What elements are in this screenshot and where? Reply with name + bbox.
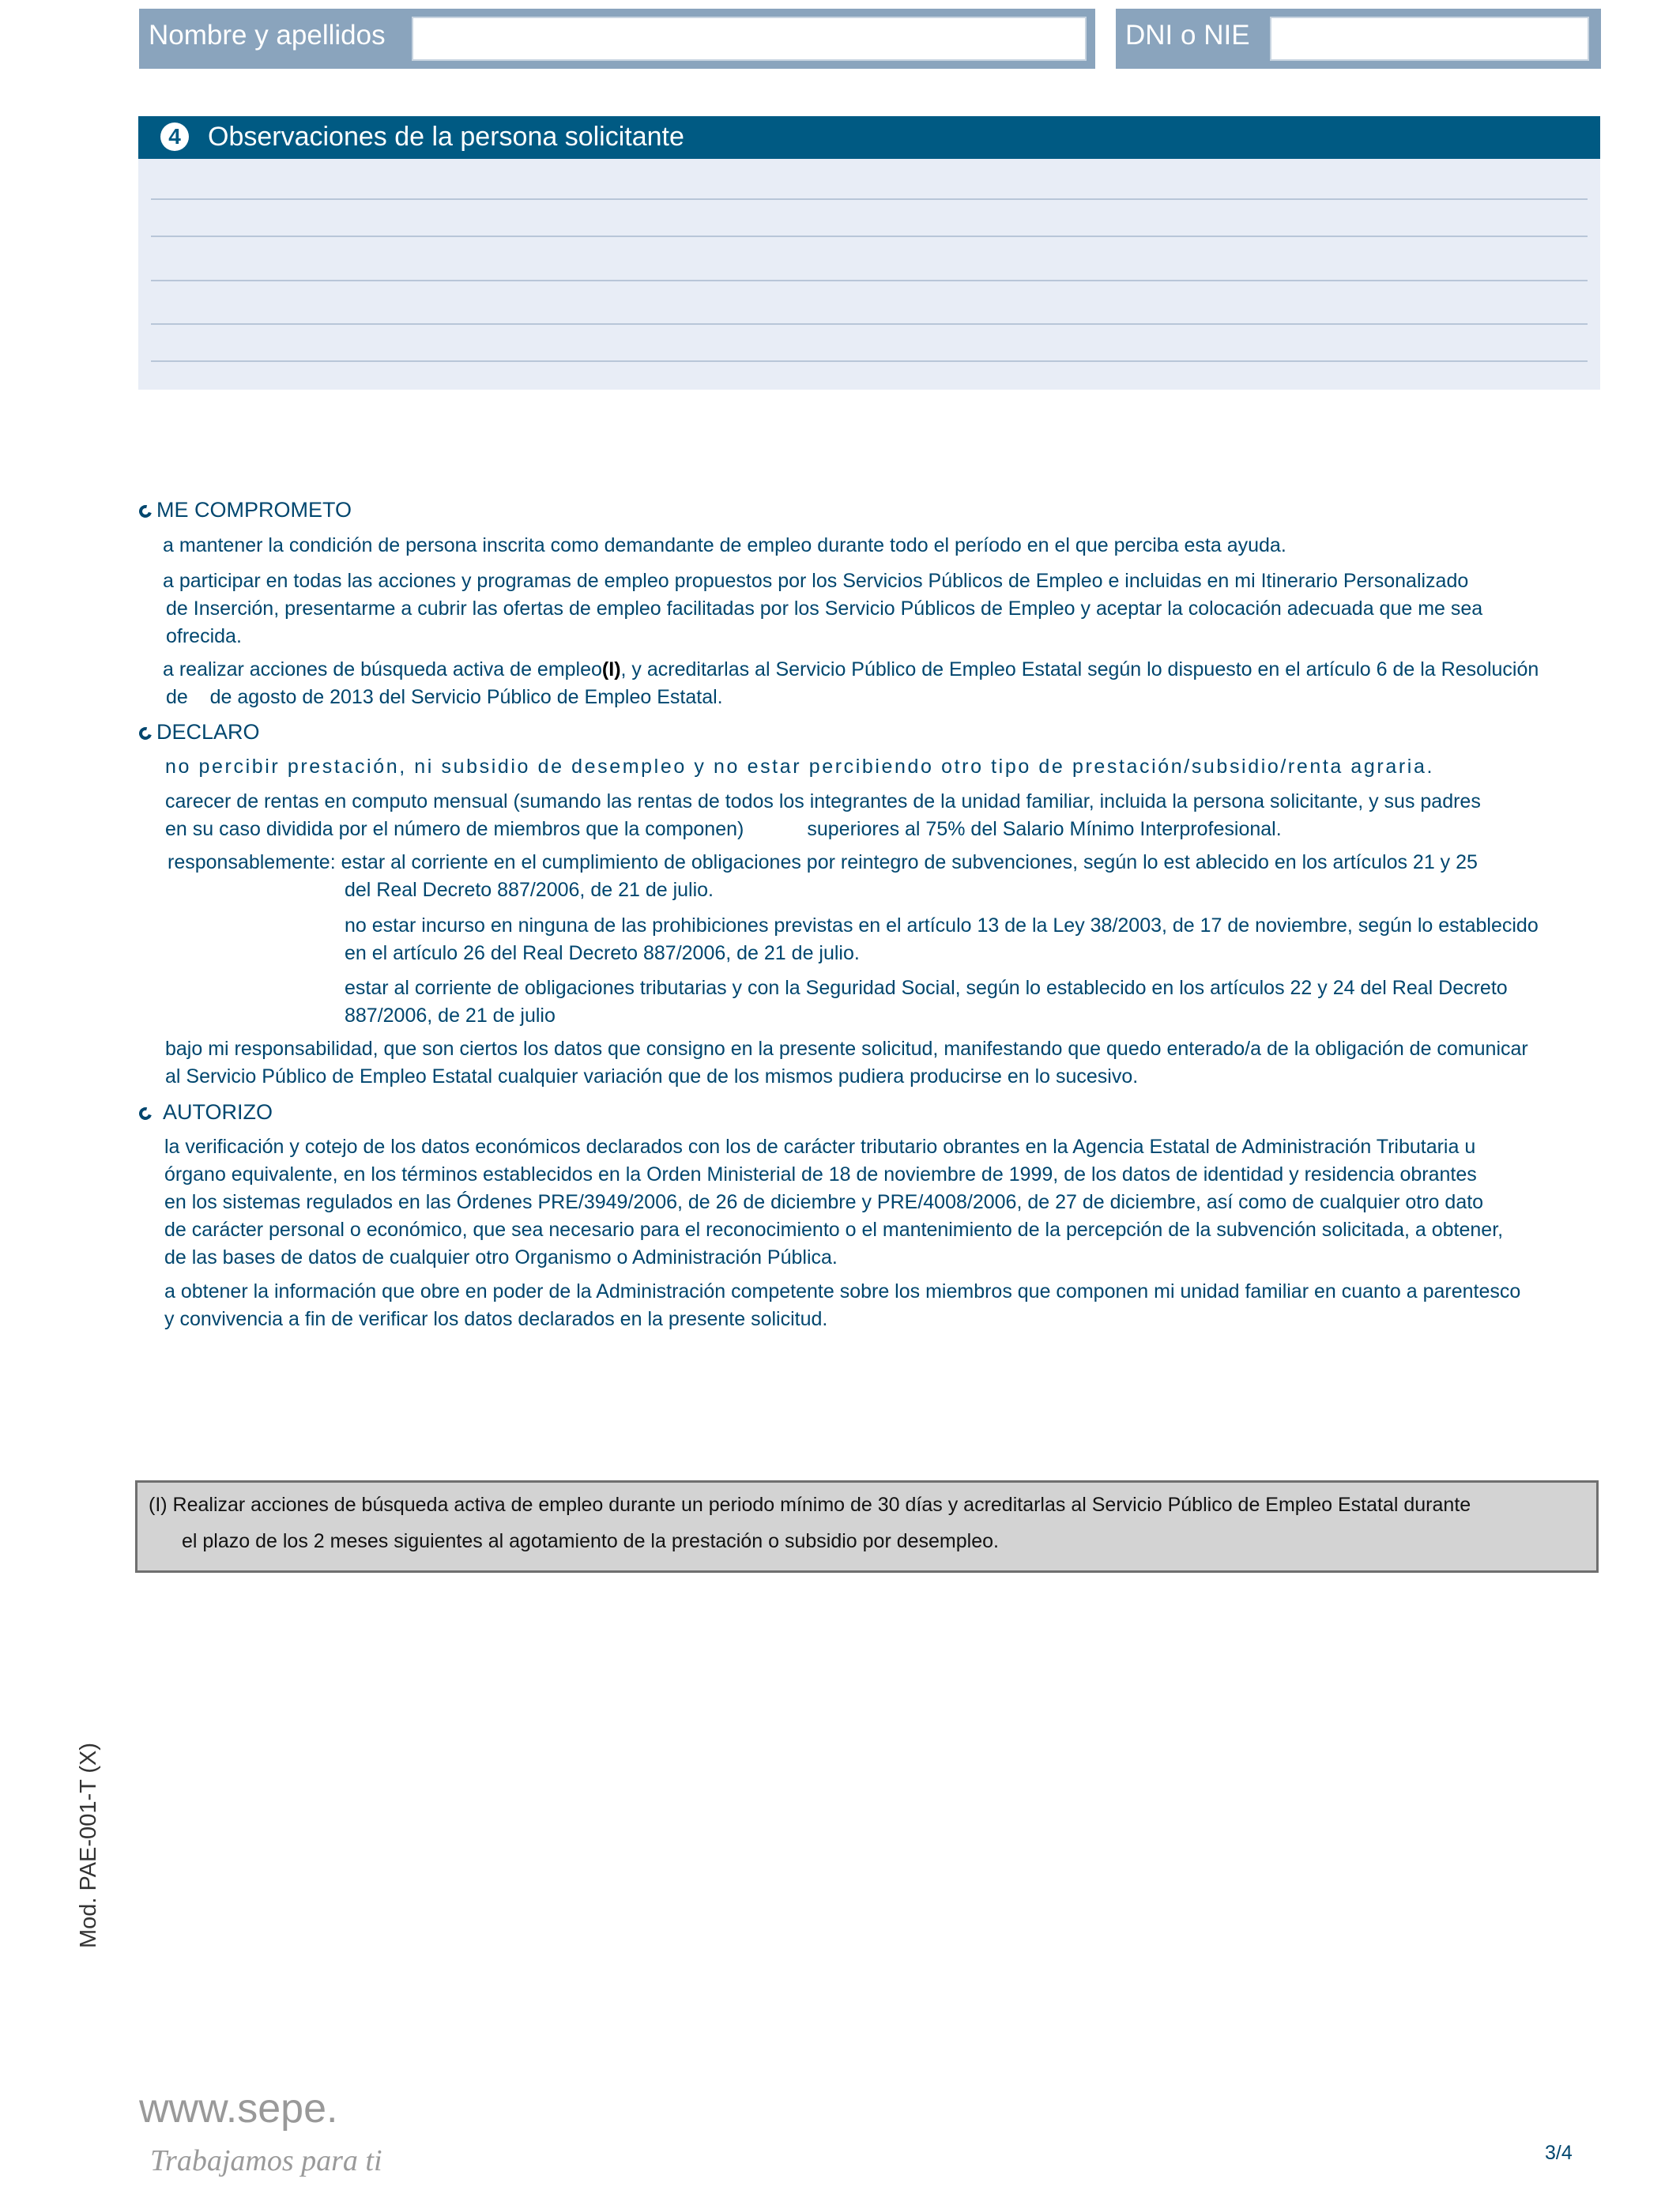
declare-item-2: carecer de rentas en computo mensual (sumando las rentas de todos los integrantes de la unidad familiar, incluida la persona solicitante, y sus padres en su caso dividida por el número de miembros que la componen) superiores al 75% del Salario Mínimo Interprofesional. — [165, 790, 1481, 840]
id-label: DNI o NIE — [1125, 20, 1250, 51]
declare-item-1: no percibir prestación, ni subsidio de desempleo y no estar percibiendo otro tipo de prestación/subsidio/renta agraria. — [165, 756, 1434, 778]
declare-item-6: bajo mi responsabilidad, que son ciertos los datos que consigno en la presente solicitud, manifestando que quedo enterado/a de la obligación de comunicar al Servicio Público de Empleo Estatal cualquier variación que de los mismos pudiera producirse en lo sucesivo. — [165, 1038, 1528, 1088]
ruled-line — [151, 280, 1588, 281]
footnote-line-2: el plazo de los 2 meses siguientes al agotamiento de la prestación o subsidio por desempleo. — [182, 1530, 999, 1552]
commit-heading: ME COMPROMETO — [139, 498, 352, 522]
section-number: 4 — [160, 123, 189, 151]
website-logo: www.sepe. — [139, 2086, 338, 2132]
ruled-line — [151, 360, 1588, 362]
observations-field[interactable] — [138, 159, 1600, 390]
footnote-ref: (I) — [601, 658, 621, 680]
ruled-line — [151, 323, 1588, 325]
id-field[interactable] — [1270, 17, 1589, 61]
bullet-icon — [137, 725, 154, 742]
bullet-icon — [137, 1105, 154, 1122]
commit-item-3: a realizar acciones de búsqueda activa de empleo(I), y acreditarlas al Servicio Público de Empleo Estatal según lo dispuesto en el artículo 6 de la Resolución de de agosto de 2013 del Servicio Público de Empleo Estatal. — [163, 658, 1539, 708]
ruled-line — [151, 198, 1588, 200]
name-label: Nombre y apellidos — [149, 20, 386, 51]
declare-item-5: estar al corriente de obligaciones tributarias y con la Seguridad Social, según lo establecido en los artículos 22 y 24 del Real Decreto 887/2006, de 21 de julio — [345, 977, 1508, 1027]
declare-item-4: no estar incurso en ninguna de las prohibiciones previstas en el artículo 13 de la Ley 38/2003, de 17 de noviembre, según lo establecido en el artículo 26 del Real Decreto 887/2006, de 21 de julio. — [345, 914, 1539, 964]
name-field[interactable] — [412, 17, 1087, 61]
ruled-line — [151, 236, 1588, 237]
footnote-box — [135, 1480, 1599, 1573]
authorize-item-2: a obtener la información que obre en poder de la Administración competente sobre los miembros que componen mi unidad familiar en cuanto a parentesco y convivencia a fin de verificar los datos declarados en la presente solicitud. — [164, 1280, 1521, 1330]
section-title: Observaciones de la persona solicitante — [208, 122, 684, 152]
commit-item-2: a participar en todas las acciones y programas de empleo propuestos por los Servicios Públicos de Empleo e incluidas en mi Itinerario Personalizado de Inserción, presentarme a cubrir las ofertas de empleo facilitadas por los Servicio Públicos de Empleo y aceptar la colocación adecuada que me sea ofrecida. — [163, 570, 1483, 647]
footnote-line-1: (I) Realizar acciones de búsqueda activa de empleo durante un periodo mínimo de 30 días y acreditarlas al Servicio Público de Empleo Estatal durante — [149, 1494, 1471, 1516]
page-number: 3/4 — [1545, 2142, 1573, 2164]
slogan: Trabajamos para ti — [150, 2144, 382, 2177]
authorize-heading: AUTORIZO — [139, 1100, 273, 1125]
authorize-item-1: la verificación y cotejo de los datos económicos declarados con los de carácter tributario obrantes en la Agencia Estatal de Administración Tributaria u órgano equivalente, en los términos establecidos en la Orden Ministerial de 18 de noviembre de 1999, de los datos de identidad y residencia obrantes en los sistemas regulados en las Órdenes PRE/3949/2006, de 26 de diciembre y PRE/4008/2006, de 27 de diciembre, así como de cualquier otro dato de carácter personal o económico, que sea necesario para el reconocimiento o el mantenimiento de la percepción de la subvención solicitada, a obtener, de las bases de datos de cualquier otro Organismo o Administración Pública. — [164, 1136, 1504, 1269]
bullet-icon — [137, 503, 154, 520]
declare-item-3: responsablemente: estar al corriente en el cumplimiento de obligaciones por reintegro de subvenciones, según lo est ablecido en los artículos 21 y 25 del Real Decreto 887/2006, de 21 de julio. — [168, 851, 1478, 901]
declare-heading: DECLARO — [139, 720, 260, 745]
commit-item-1: a mantener la condición de persona inscrita como demandante de empleo durante todo el período en el que perciba esta ayuda. — [163, 534, 1286, 556]
form-code: Mod. PAE-001-T (X) — [76, 1742, 101, 1948]
section-header — [138, 116, 1600, 159]
id-row — [1116, 9, 1601, 69]
name-row — [139, 9, 1095, 69]
